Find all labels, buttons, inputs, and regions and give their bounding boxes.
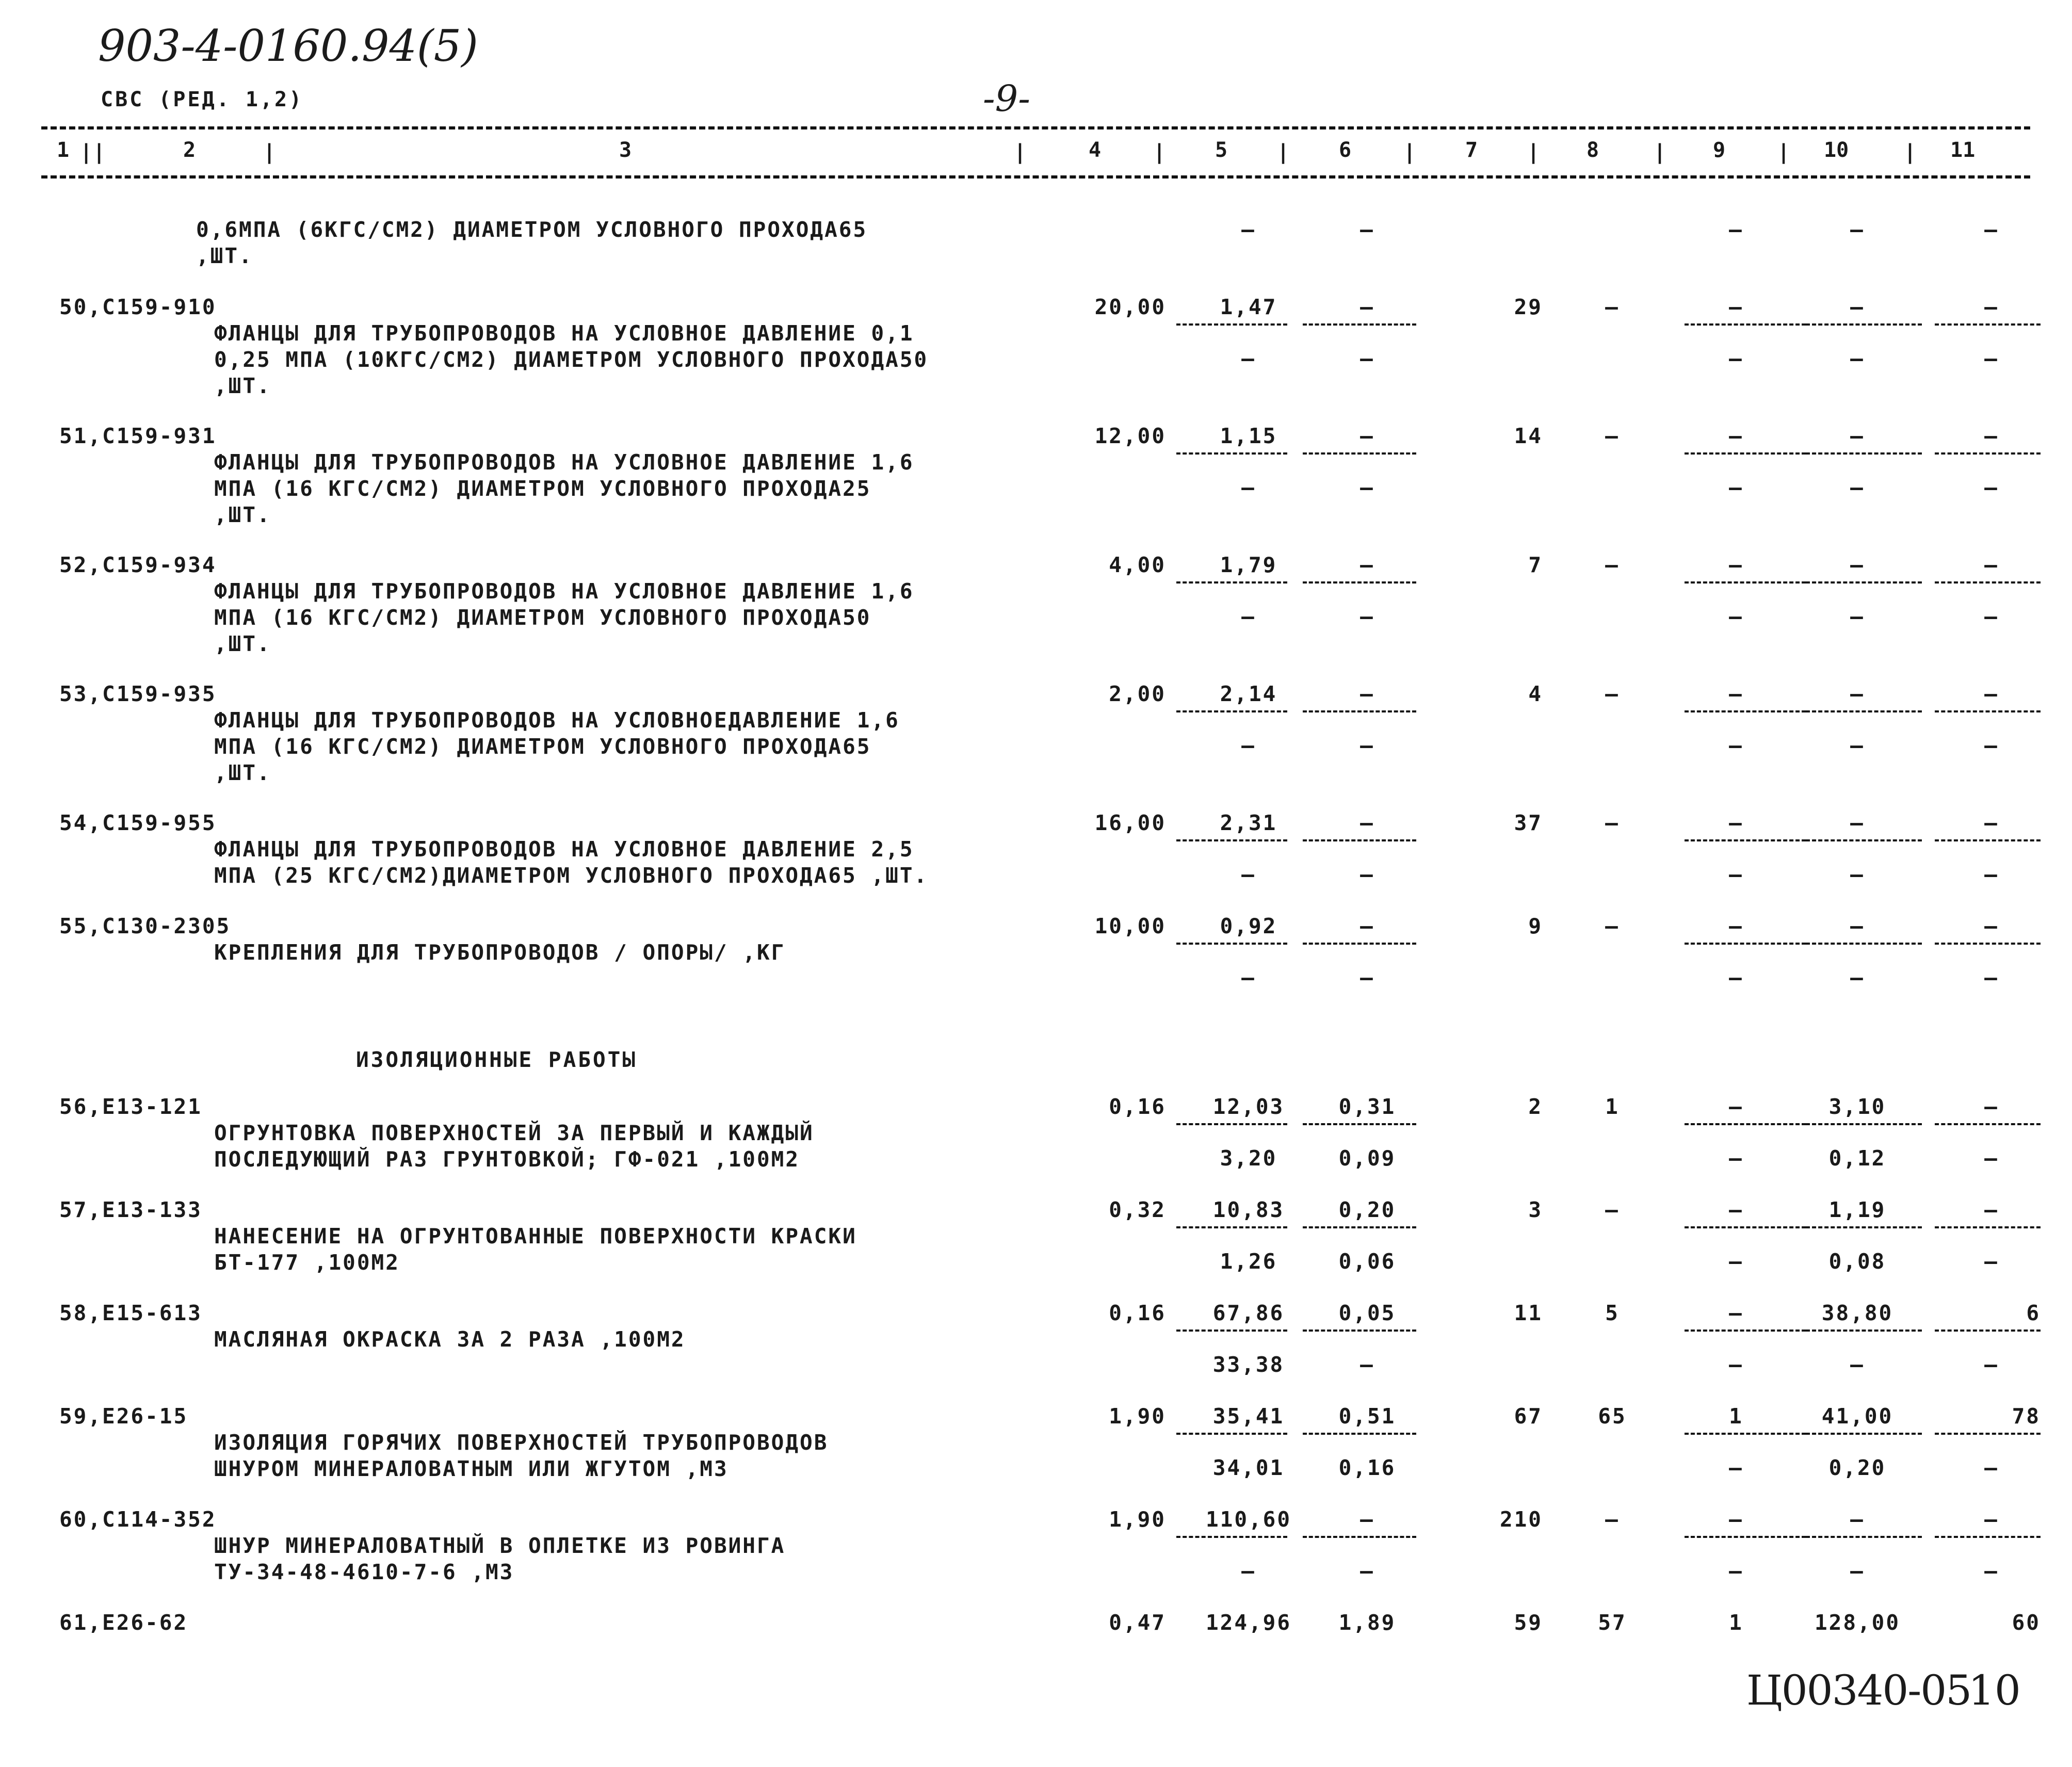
item-description-line: КРЕПЛЕНИЯ ДЛЯ ТРУБОПРОВОДОВ / ОПОРЫ/ ,КГ [214,940,786,965]
header-top-rule [41,126,2030,129]
item-code: 50,С159-910 [59,295,217,319]
labor-total-sub-cell: – [1984,733,1999,758]
unit-cost-sub-cell: – [1241,862,1256,887]
unit-wages-sub-cell: – [1360,733,1374,758]
item-description-line: 0,6МПА (6КГС/СМ2) ДИАМЕТРОМ УСЛОВНОГО ПРОХОДА65 [196,217,868,242]
labor-hours-sub-cell: – [1850,862,1865,887]
item-description-line: МПА (25 КГС/СМ2)ДИАМЕТРОМ УСЛОВНОГО ПРОХОДА65 ,ШТ. [214,863,929,888]
labor-total-sub-cell: – [1984,1455,1999,1480]
total-wages-cell: 57 [1598,1610,1627,1635]
machine-cost-cell: – [1729,1301,1743,1325]
unit-cost-cell: 10,83 [1212,1197,1285,1222]
labor-hours-cell: 41,00 [1821,1404,1893,1429]
total-cost-cell: 29 [1514,295,1543,319]
column-header-11: 11 [1950,138,1976,162]
fraction-divider [1685,839,1806,841]
column-separator: | [1277,140,1290,164]
unit-wages-sub-cell: – [1360,346,1374,371]
fraction-divider [1303,1123,1416,1125]
machine-cost-cell: – [1729,810,1743,835]
item-description-line: БТ-177 ,100М2 [214,1250,400,1275]
fraction-divider [1685,1226,1806,1228]
labor-hours-sub-cell: 0,12 [1828,1146,1886,1171]
labor-total-cell: – [1984,914,1999,938]
fraction-divider [1806,710,1922,712]
unit-cost-cell: 2,31 [1220,810,1277,835]
machine-cost-cell: – [1729,1507,1743,1532]
fraction-divider [1806,1123,1922,1125]
unit-wages-sub-cell: 0,09 [1338,1146,1396,1171]
labor-hours-sub-cell: – [1850,733,1865,758]
fraction-divider [1685,710,1806,712]
unit-wages-sub-cell: – [1360,475,1374,500]
item-code: 57,Е13-133 [59,1197,202,1222]
column-header-10: 10 [1824,138,1849,162]
unit-cost-sub-cell: – [1241,604,1256,629]
total-wages-cell: – [1605,553,1620,577]
column-header-5: 5 [1215,138,1228,162]
labor-total-cell: – [1984,682,1999,706]
fraction-divider [1806,581,1922,583]
column-header-1: 1 [57,138,70,162]
labor-total-sub-cell: – [1984,862,1999,887]
machine-cost-sub-cell: – [1729,475,1743,500]
total-wages-cell: 65 [1598,1404,1627,1429]
fraction-divider [1685,1123,1806,1125]
total-cost-cell: 67 [1514,1404,1543,1429]
column-separator: | [1777,140,1790,164]
fraction-divider [1303,943,1416,945]
fraction-divider [1303,1330,1416,1332]
unit-cost-cell: 1,79 [1220,553,1277,577]
machine-cost-cell: – [1729,295,1743,319]
item-code: 53,С159-935 [59,682,217,706]
svc-label: СВС (РЕД. 1,2) [101,88,304,111]
labor-hours-cell: – [1850,682,1865,706]
column-separator: | [93,140,106,164]
unit-wages-cell: – [1360,553,1374,577]
fraction-divider [1806,943,1922,945]
fraction-divider [1806,1536,1922,1538]
fraction-divider [1935,581,2041,583]
unit-wages-cell: – [1360,1507,1374,1532]
quantity-cell: 0,32 [1109,1197,1166,1222]
machine-cost-cell: – [1729,217,1743,242]
unit-cost-cell: 2,14 [1220,682,1277,706]
item-description-line: ,ШТ. [214,760,271,785]
labor-total-cell: – [1984,1094,1999,1119]
fraction-divider [1176,581,1287,583]
column-separator: | [263,140,276,164]
quantity-cell: 20,00 [1094,295,1166,319]
labor-total-sub-cell: – [1984,1352,1999,1377]
item-description-line: МПА (16 КГС/СМ2) ДИАМЕТРОМ УСЛОВНОГО ПРОХОДА50 [214,605,871,630]
fraction-divider [1935,323,2041,326]
machine-cost-sub-cell: – [1729,1249,1743,1274]
labor-hours-sub-cell: – [1850,1352,1865,1377]
unit-wages-sub-cell: – [1360,604,1374,629]
labor-hours-cell: 38,80 [1821,1301,1893,1325]
fraction-divider [1303,323,1416,326]
unit-cost-cell: 1,15 [1220,424,1277,448]
machine-cost-sub-cell: – [1729,1146,1743,1171]
labor-total-cell: – [1984,1197,1999,1222]
column-header-4: 4 [1089,138,1102,162]
labor-total-cell: 6 [2026,1301,2041,1325]
total-cost-cell: 210 [1499,1507,1543,1532]
fraction-divider [1176,323,1287,326]
unit-wages-cell: – [1360,914,1374,938]
fraction-divider [1935,839,2041,841]
machine-cost-cell: – [1729,424,1743,448]
column-header-7: 7 [1465,138,1478,162]
labor-hours-cell: – [1850,914,1865,938]
fraction-divider [1176,1433,1287,1435]
fraction-divider [1806,1330,1922,1332]
labor-total-cell: – [1984,1507,1999,1532]
fraction-divider [1806,839,1922,841]
total-wages-cell: – [1605,1507,1620,1532]
item-code: 60,С114-352 [59,1507,217,1532]
unit-cost-sub-cell: 1,26 [1220,1249,1277,1274]
unit-wages-cell: – [1360,810,1374,835]
item-description-line: МПА (16 КГС/СМ2) ДИАМЕТРОМ УСЛОВНОГО ПРОХОДА25 [214,476,871,501]
fraction-divider [1176,1123,1287,1125]
labor-hours-cell: – [1850,1507,1865,1532]
total-cost-cell: 37 [1514,810,1543,835]
item-code: 52,С159-934 [59,553,217,577]
unit-cost-cell: 12,03 [1212,1094,1285,1119]
labor-hours-sub-cell: 0,08 [1828,1249,1886,1274]
quantity-cell: 2,00 [1109,682,1166,706]
labor-total-sub-cell: – [1984,604,1999,629]
fraction-divider [1176,710,1287,712]
unit-cost-sub-cell: – [1241,1559,1256,1583]
fraction-divider [1685,1330,1806,1332]
fraction-divider [1176,1226,1287,1228]
column-header-9: 9 [1713,138,1726,162]
header-bottom-rule [41,175,2030,179]
fraction-divider [1303,1433,1416,1435]
total-wages-cell: – [1605,295,1620,319]
column-separator: | [1403,140,1416,164]
unit-cost-sub-cell: 34,01 [1212,1455,1285,1480]
labor-total-cell: 78 [2012,1404,2041,1429]
fraction-divider [1303,1226,1416,1228]
total-cost-cell: 7 [1528,553,1543,577]
fraction-divider [1806,452,1922,455]
machine-cost-sub-cell: – [1729,604,1743,629]
quantity-cell: 0,16 [1109,1301,1166,1325]
machine-cost-cell: 1 [1729,1404,1743,1429]
unit-cost-cell: 0,92 [1220,914,1277,938]
unit-wages-cell: 0,31 [1338,1094,1396,1119]
labor-hours-cell: – [1850,424,1865,448]
item-description-line: ФЛАНЦЫ ДЛЯ ТРУБОПРОВОДОВ НА УСЛОВНОЕ ДАВЛЕНИЕ 0,1 [214,321,914,346]
item-description-line: ,ШТ. [214,631,271,656]
total-cost-cell: 2 [1528,1094,1543,1119]
item-description-line: МАСЛЯНАЯ ОКРАСКА ЗА 2 РАЗА ,100М2 [214,1327,686,1352]
column-separator: | [1014,140,1027,164]
fraction-divider [1176,943,1287,945]
machine-cost-sub-cell: – [1729,1559,1743,1583]
sheet-number: 10 [1968,1666,2021,1714]
labor-hours-sub-cell: – [1850,346,1865,371]
fraction-divider [1303,581,1416,583]
unit-wages-cell: 0,05 [1338,1301,1396,1325]
labor-hours-sub-cell: – [1850,965,1865,990]
quantity-cell: 12,00 [1094,424,1166,448]
item-description-line: ШНУР МИНЕРАЛОВАТНЫЙ В ОПЛЕТКЕ ИЗ РОВИНГА [214,1533,786,1558]
fraction-divider [1935,1123,2041,1125]
fraction-divider [1685,1536,1806,1538]
total-cost-cell: 14 [1514,424,1543,448]
labor-total-cell: – [1984,295,1999,319]
labor-total-cell: 60 [2012,1610,2041,1635]
quantity-cell: 16,00 [1094,810,1166,835]
fraction-divider [1935,710,2041,712]
column-separator: | [1654,140,1666,164]
unit-wages-cell: – [1360,424,1374,448]
unit-wages-cell: 1,89 [1338,1610,1396,1635]
labor-total-sub-cell: – [1984,346,1999,371]
section-title: ИЗОЛЯЦИОННЫЕ РАБОТЫ [356,1047,637,1072]
quantity-cell: 0,16 [1109,1094,1166,1119]
labor-total-cell: – [1984,424,1999,448]
fraction-divider [1303,710,1416,712]
item-description-line: ФЛАНЦЫ ДЛЯ ТРУБОПРОВОДОВ НА УСЛОВНОЕ ДАВЛЕНИЕ 2,5 [214,837,914,862]
column-separator: | [1153,140,1166,164]
unit-cost-cell: 110,60 [1205,1507,1292,1532]
fraction-divider [1303,1536,1416,1538]
labor-hours-sub-cell: – [1850,1559,1865,1583]
total-cost-cell: 11 [1514,1301,1543,1325]
total-cost-cell: 59 [1514,1610,1543,1635]
unit-cost-cell: 35,41 [1212,1404,1285,1429]
unit-wages-sub-cell: – [1360,1559,1374,1583]
labor-hours-cell: 3,10 [1828,1094,1886,1119]
item-description-line: ФЛАНЦЫ ДЛЯ ТРУБОПРОВОДОВ НА УСЛОВНОЕ ДАВЛЕНИЕ 1,6 [214,450,914,475]
fraction-divider [1685,1433,1806,1435]
unit-cost-sub-cell: – [1241,346,1256,371]
fraction-divider [1806,323,1922,326]
total-wages-cell: – [1605,424,1620,448]
fraction-divider [1685,452,1806,455]
machine-cost-sub-cell: – [1729,346,1743,371]
labor-hours-sub-cell: – [1850,475,1865,500]
item-code: 58,Е15-613 [59,1301,202,1325]
labor-total-sub-cell: – [1984,1146,1999,1171]
item-description-line: ,ШТ. [214,502,271,527]
item-code: 55,С130-2305 [59,914,231,938]
unit-cost-cell: 124,96 [1205,1610,1292,1635]
fraction-divider [1303,839,1416,841]
fraction-divider [1935,1330,2041,1332]
labor-total-sub-cell: – [1984,1249,1999,1274]
fraction-divider [1176,1536,1287,1538]
labor-hours-sub-cell: – [1850,604,1865,629]
unit-wages-cell: – [1360,295,1374,319]
total-wages-cell: – [1605,810,1620,835]
item-description-line: НАНЕСЕНИЕ НА ОГРУНТОВАННЫЕ ПОВЕРХНОСТИ КРАСКИ [214,1224,857,1249]
unit-wages-cell: 0,51 [1338,1404,1396,1429]
unit-cost-cell: – [1241,217,1256,242]
item-code: 61,Е26-62 [59,1610,188,1635]
item-code: 56,Е13-121 [59,1094,202,1119]
machine-cost-cell: – [1729,914,1743,938]
quantity-cell: 0,47 [1109,1610,1166,1635]
fraction-divider [1176,452,1287,455]
total-cost-cell: 3 [1528,1197,1543,1222]
unit-wages-cell: 0,20 [1338,1197,1396,1222]
labor-hours-sub-cell: 0,20 [1828,1455,1886,1480]
labor-hours-cell: 1,19 [1828,1197,1886,1222]
fraction-divider [1685,581,1806,583]
item-description-line: МПА (16 КГС/СМ2) ДИАМЕТРОМ УСЛОВНОГО ПРОХОДА65 [214,734,871,759]
column-separator: | [1904,140,1917,164]
item-code: 51,С159-931 [59,424,217,448]
unit-cost-sub-cell: 3,20 [1220,1146,1277,1171]
document-code: 903-4-0160.94(5) [98,21,478,71]
quantity-cell: 1,90 [1109,1507,1166,1532]
total-wages-cell: – [1605,682,1620,706]
column-header-2: 2 [183,138,196,162]
unit-wages-sub-cell: 0,06 [1338,1249,1396,1274]
unit-wages-sub-cell: – [1360,965,1374,990]
machine-cost-sub-cell: – [1729,862,1743,887]
fraction-divider [1935,1536,2041,1538]
item-description-line: ТУ-34-48-4610-7-6 ,М3 [214,1560,514,1584]
labor-hours-cell: – [1850,295,1865,319]
fraction-divider [1685,323,1806,326]
total-wages-cell: 5 [1605,1301,1620,1325]
fraction-divider [1806,1226,1922,1228]
machine-cost-cell: 1 [1729,1610,1743,1635]
unit-cost-sub-cell: 33,38 [1212,1352,1285,1377]
machine-cost-cell: – [1729,1197,1743,1222]
machine-cost-cell: – [1729,1094,1743,1119]
unit-cost-sub-cell: – [1241,965,1256,990]
column-header-3: 3 [619,138,632,162]
item-description-line: ИЗОЛЯЦИЯ ГОРЯЧИХ ПОВЕРХНОСТЕЙ ТРУБОПРОВОДОВ [214,1430,829,1455]
labor-total-sub-cell: – [1984,1559,1999,1583]
machine-cost-sub-cell: – [1729,965,1743,990]
item-description-line: ОГРУНТОВКА ПОВЕРХНОСТЕЙ ЗА ПЕРВЫЙ И КАЖДЫЙ [214,1121,814,1145]
item-code: 59,Е26-15 [59,1404,188,1429]
unit-cost-sub-cell: – [1241,733,1256,758]
item-description-line: ФЛАНЦЫ ДЛЯ ТРУБОПРОВОДОВ НА УСЛОВНОЕДАВЛЕНИЕ 1,6 [214,708,900,733]
total-cost-cell: 9 [1528,914,1543,938]
item-description-line: ПОСЛЕДУЮЩИЙ РАЗ ГРУНТОВКОЙ; ГФ-021 ,100М2 [214,1147,800,1172]
labor-total-sub-cell: – [1984,965,1999,990]
unit-wages-cell: – [1360,682,1374,706]
machine-cost-cell: – [1729,553,1743,577]
item-description-line: ШНУРОМ МИНЕРАЛОВАТНЫМ ИЛИ ЖГУТОМ ,М3 [214,1456,729,1481]
item-description-line: 0,25 МПА (10КГС/СМ2) ДИАМЕТРОМ УСЛОВНОГО ПРОХОДА50 [214,347,929,372]
total-cost-cell: 4 [1528,682,1543,706]
bottom-code: Ц00340-05 [1746,1666,1971,1714]
column-separator: | [80,140,93,164]
item-description-line: ,ШТ. [196,244,253,268]
unit-wages-sub-cell: – [1360,1352,1374,1377]
page-number: -9- [983,77,1030,120]
fraction-divider [1303,452,1416,455]
total-wages-cell: – [1605,914,1620,938]
labor-total-sub-cell: – [1984,475,1999,500]
fraction-divider [1935,1226,2041,1228]
labor-total-cell: – [1984,810,1999,835]
total-wages-cell: – [1605,1197,1620,1222]
column-header-6: 6 [1339,138,1352,162]
fraction-divider [1935,943,2041,945]
labor-hours-cell: – [1850,553,1865,577]
fraction-divider [1935,1433,2041,1435]
labor-hours-cell: – [1850,217,1865,242]
unit-wages-cell: – [1360,217,1374,242]
machine-cost-cell: – [1729,682,1743,706]
column-header-8: 8 [1587,138,1599,162]
machine-cost-sub-cell: – [1729,733,1743,758]
total-wages-cell: 1 [1605,1094,1620,1119]
labor-total-cell: – [1984,217,1999,242]
fraction-divider [1176,839,1287,841]
fraction-divider [1935,452,2041,455]
machine-cost-sub-cell: – [1729,1352,1743,1377]
fraction-divider [1806,1433,1922,1435]
unit-cost-cell: 1,47 [1220,295,1277,319]
unit-wages-sub-cell: 0,16 [1338,1455,1396,1480]
unit-wages-sub-cell: – [1360,862,1374,887]
labor-total-cell: – [1984,553,1999,577]
item-description-line: ,ШТ. [214,374,271,398]
item-description-line: ФЛАНЦЫ ДЛЯ ТРУБОПРОВОДОВ НА УСЛОВНОЕ ДАВЛЕНИЕ 1,6 [214,579,914,604]
fraction-divider [1176,1330,1287,1332]
quantity-cell: 10,00 [1094,914,1166,938]
labor-hours-cell: – [1850,810,1865,835]
quantity-cell: 4,00 [1109,553,1166,577]
machine-cost-sub-cell: – [1729,1455,1743,1480]
unit-cost-cell: 67,86 [1212,1301,1285,1325]
quantity-cell: 1,90 [1109,1404,1166,1429]
labor-hours-cell: 128,00 [1814,1610,1901,1635]
unit-cost-sub-cell: – [1241,475,1256,500]
column-separator: | [1527,140,1540,164]
fraction-divider [1685,943,1806,945]
item-code: 54,С159-955 [59,810,217,835]
